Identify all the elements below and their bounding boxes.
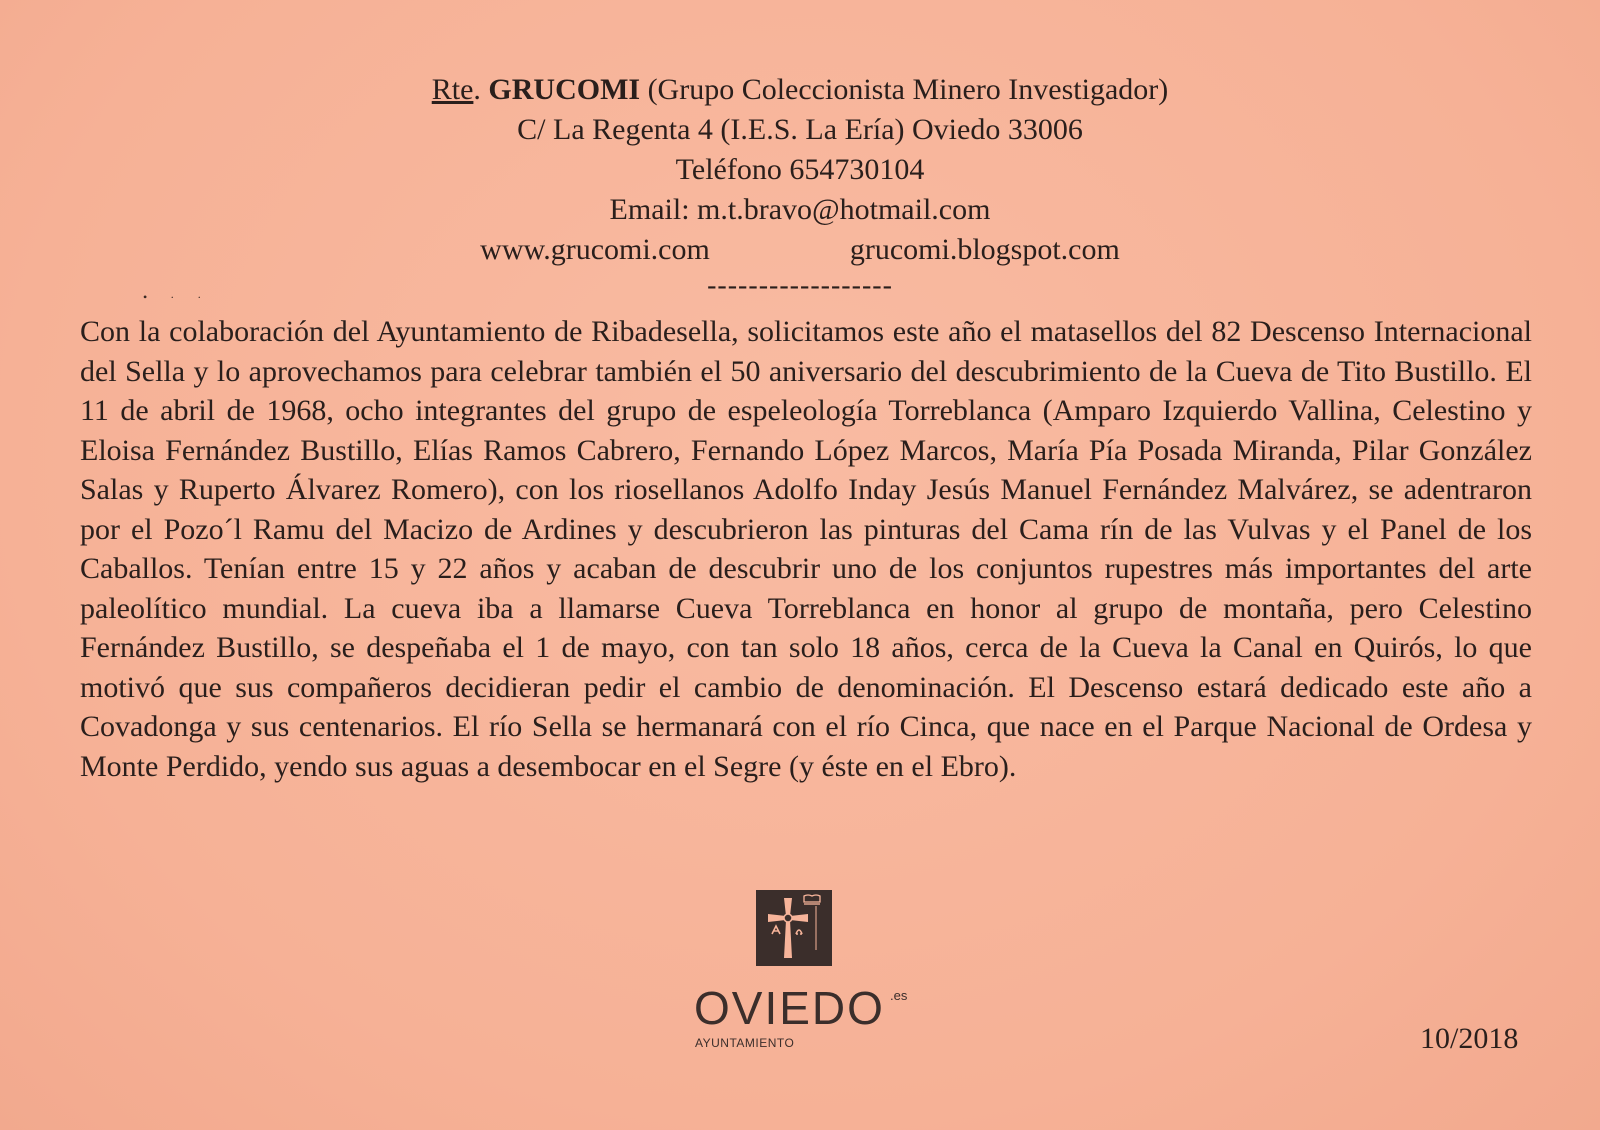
oviedo-suffix: .es [890,988,908,1003]
blog-link: grucomi.blogspot.com [849,233,1120,266]
address-line: C/ La Regenta 4 (I.E.S. La Ería) Oviedo 33006 [517,113,1083,146]
sender-header [0,70,1600,270]
rte-dot: . [473,73,489,106]
document-date: 10/2018 [1420,1022,1519,1055]
rte-label: Rte [431,73,474,106]
web-row [0,230,1600,270]
website-link: www.grucomi.com [480,233,710,266]
email-line: Email: m.t.bravo@hotmail.com [609,193,991,226]
org-name: GRUCOMI [488,73,641,106]
org-full-name: (Grupo Coleccionista Minero Investigador) [640,73,1169,106]
sender-line [0,70,1600,110]
oviedo-cross-emblem-icon [756,890,832,966]
scan-specks: • · · [143,290,212,304]
body-paragraph: Con la colaboración del Ayuntamiento de Ribadesella, solicitamos este año el matasellos del 82 Descenso Internacional del Sella y lo aprovechamos para celebrar también el 50 aniversario del descubrimiento de la Cueva de Tito Bustillo. El 11 de abril de 1968, ocho integrantes del grupo de espeleología Torreblanca (Amparo Izquierdo Vallina, Celestino y Eloisa Fernández Bustillo, Elías Ramos Cabrero, Fernando López Marcos, María Pía Posada Miranda, Pilar González Salas y Ruperto Álvarez Romero), con los riosellanos Adolfo Inday Jesús Manuel Fernández Malvárez, se adentraron por el Pozo´l Ramu del Macizo de Ardines y descubrieron las pinturas del Cama rín de las Vulvas y el Panel de los Caballos. Tenían entre 15 y 22 años y acaban de descubrir uno de los conjuntos rupestres más importantes del arte paleolítico mundial. La cueva iba a llamarse Cueva Torreblanca en honor al grupo de montaña, pero Celestino Fernández Bustillo, se despeñaba el 1 de mayo, con tan solo 18 años, cerca de la Cueva la Canal en Quirós, lo que motivó que sus compañeros decidieran pedir el cambio de denominación. El Descenso estará dedicado este año a Covadonga y sus centenarios. El río Sella se hermanará con el río Cinca, que nace en el Parque Nacional de Ordesa y Monte Perdido, yendo sus aguas a desembocar en el Segre (y éste en el Ebro). [80,315,1532,783]
phone-line: Teléfono 654730104 [675,153,925,186]
divider-line: ------------------ [707,270,893,301]
ayuntamiento-label: AYUNTAMIENTO [695,1036,795,1050]
oviedo-wordmark: OVIEDO [694,982,885,1034]
